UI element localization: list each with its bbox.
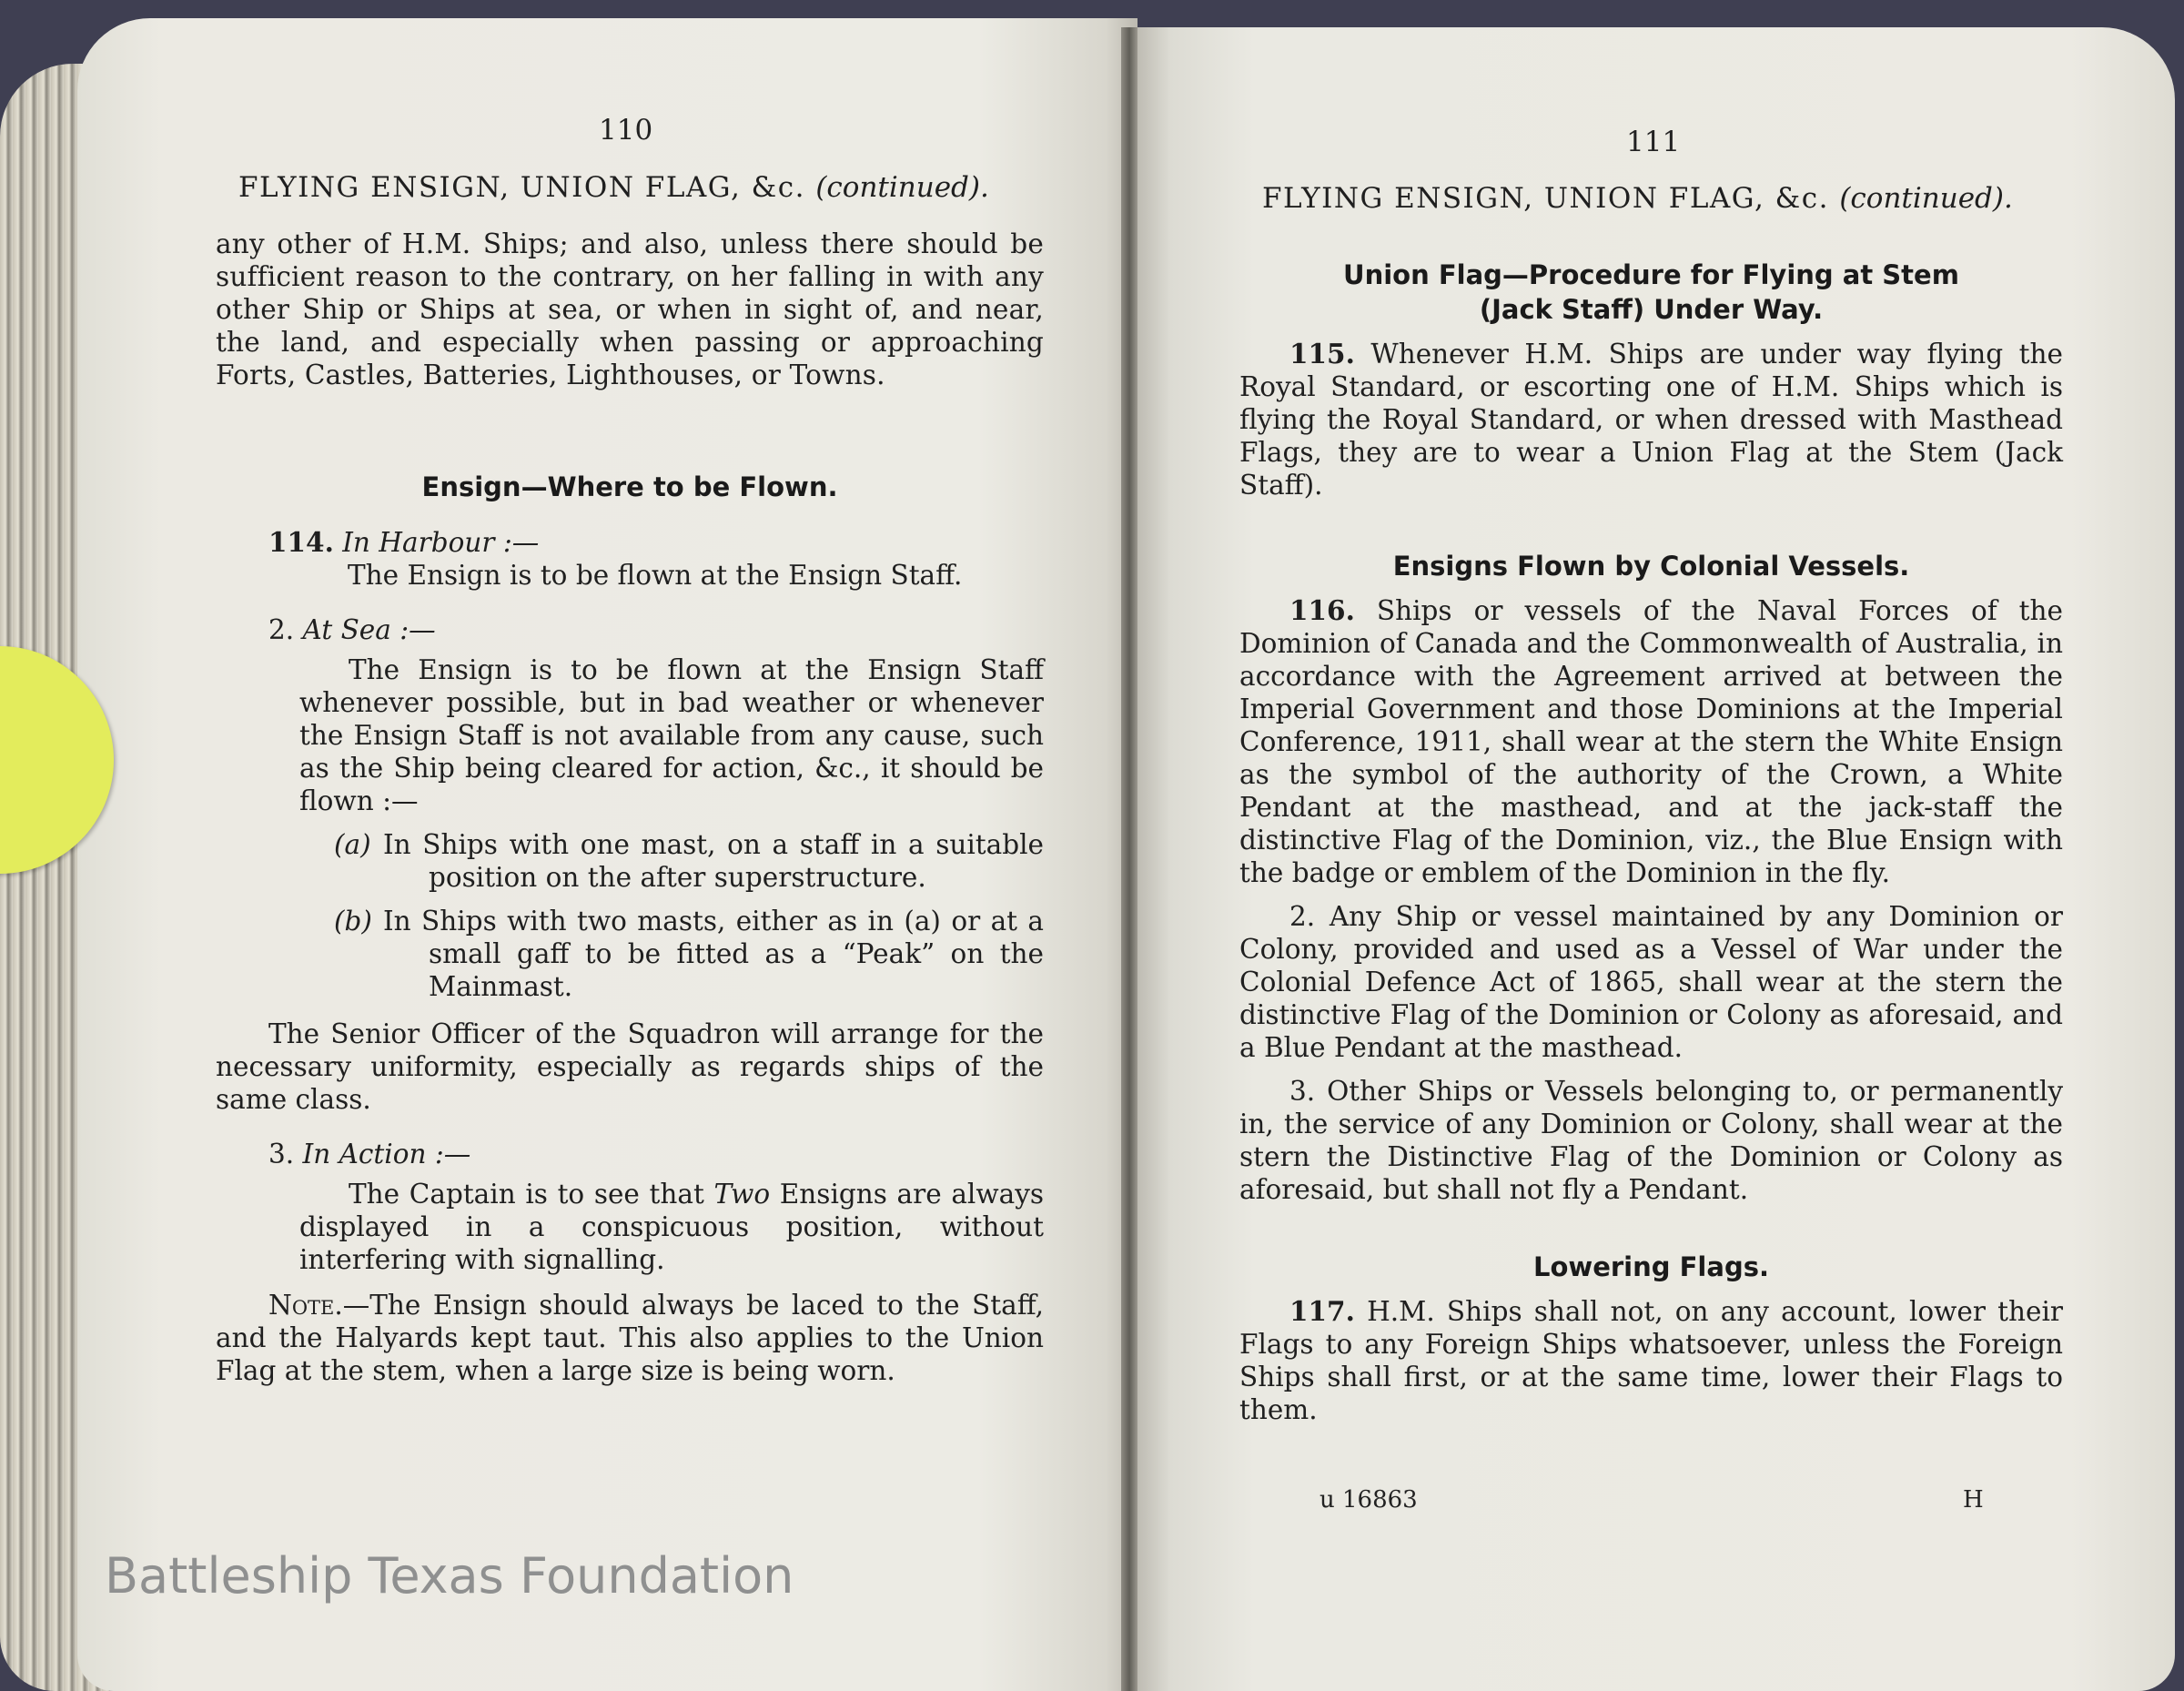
article-117-paragraph xyxy=(1239,1295,2063,1426)
intro-paragraph: any other of H.M. Ships; and also, unless there should be sufficient reason to the contrary, on her falling in with any other Ship or Ships at sea, or when in sight of, and near, the land, and especially when passing or approaching Forts, Castles, Batteries, Lighthouses, or Towns. xyxy=(216,228,1044,390)
left-running-head-title: FLYING ENSIGN, UNION FLAG, &c. xyxy=(238,171,805,204)
section-heading-union-flag-line1: Union Flag—Procedure for Flying at Stem xyxy=(1343,259,1959,290)
senior-officer-paragraph: The Senior Officer of the Squadron will arrange for the necessary uniformity, especially as regards ships of the same class. xyxy=(216,1018,1044,1115)
article-116-3-paragraph: 3. Other Ships or Vessels belonging to, or permanently in, the service of any Dominion or Colony, shall wear at the stern the Distinctive Flag of the Dominion or Colony as aforesaid, but shall not fly a Pendant. xyxy=(1239,1076,2063,1205)
article-114-3-text-end: Ensigns are always displayed in a conspicuous position, without interfering with signalling. xyxy=(299,1179,1045,1275)
article-117-text: H.M. Ships shall not, on any account, lower their Flags to any Foreign Ships whatsoever, unless the Foreign Ships shall first, or at the same time, lower their Flags to them. xyxy=(1239,1296,2063,1425)
article-115-text: Whenever H.M. Ships are under way flying the Royal Standard, or escorting one of H.M. Ships which is flying the Royal Standard, or when dressed with Masthead Flags, they are to wear a Union Flag at the Stem (Jack Staff). xyxy=(1239,339,2063,501)
article-115-paragraph xyxy=(1239,338,2063,501)
note-paragraph xyxy=(216,1289,1044,1387)
article-114-3-text xyxy=(216,1178,1044,1276)
item-b-text: In Ships with two masts, either as in (a) or at a small gaff to be fitted as a “Peak” on the Mainmast. xyxy=(383,906,1044,1002)
signature-mark: H xyxy=(1963,1486,1984,1514)
item-a xyxy=(216,828,1044,894)
item-b-label: (b) xyxy=(334,906,372,937)
article-114-2-number: 2. xyxy=(268,614,295,645)
right-page-body xyxy=(1239,258,2063,1426)
article-116-paragraph xyxy=(1239,594,2063,889)
left-running-head-continued: (continued). xyxy=(815,171,989,204)
article-116-2-paragraph: 2. Any Ship or vessel maintained by any Dominion or Colony, provided and used as a Vessel of War under the Colonial Defence Act of 1865, shall wear at the stern the distinctive Flag of the Dominion or Colony as aforesaid, and a Blue Pendant at the masthead. xyxy=(1239,901,2063,1063)
note-text: —The Ensign should always be laced to the Staff, and the Halyards kept taut. This also applies to the Union Flag at the stem, when a large size is being worn. xyxy=(216,1290,1044,1386)
article-114-3-number: 3. xyxy=(268,1139,295,1170)
section-heading-union-flag-line2: (Jack Staff) Under Way. xyxy=(1479,294,1824,325)
section-heading-colonial: Ensigns Flown by Colonial Vessels. xyxy=(1392,551,1910,582)
article-114-3-text-emphasis: Two xyxy=(713,1179,771,1210)
article-114-2-heading xyxy=(216,613,1044,646)
article-114-heading xyxy=(216,526,1044,559)
item-b xyxy=(216,905,1044,1003)
book-gutter xyxy=(1121,27,1138,1691)
left-running-head xyxy=(238,171,989,204)
article-115-number: 115. xyxy=(1289,338,1355,370)
article-116-text: Ships or vessels of the Naval Forces of the Dominion of Canada and the Commonwealth of Australia, in accordance with the Agreement arrived at between the Imperial Government and those Dominions at the Imperial Conference, 1911, shall wear at the stern the White Ensign as the symbol of the authority of the Crown, a White Pendant at the masthead, and at the jack-staff the distinctive Flag of the Dominion, viz., the Blue Ensign with the badge or emblem of the Dominion in the fly. xyxy=(1239,595,2063,888)
article-117-number: 117. xyxy=(1289,1295,1355,1327)
right-running-head-title: FLYING ENSIGN, UNION FLAG, &c. xyxy=(1262,182,1829,215)
item-a-label: (a) xyxy=(334,829,371,860)
left-page-number: 110 xyxy=(599,114,653,147)
article-114-3-heading xyxy=(216,1138,1044,1170)
right-page-number: 111 xyxy=(1626,126,1681,158)
article-114-3-title: In Action :— xyxy=(302,1139,471,1170)
section-heading-ensign: Ensign—Where to be Flown. xyxy=(421,471,838,502)
article-114-2-title: At Sea :— xyxy=(302,614,436,645)
section-heading-lowering: Lowering Flags. xyxy=(1533,1251,1769,1282)
left-page-body xyxy=(216,228,1044,1387)
article-114-title: In Harbour :— xyxy=(342,527,540,558)
note-label: Note. xyxy=(268,1290,343,1321)
article-114-number: 114. xyxy=(268,526,334,558)
article-114-text: The Ensign is to be flown at the Ensign Staff. xyxy=(348,560,963,591)
article-114-3-text-start: The Captain is to see that xyxy=(349,1179,714,1210)
article-116-number: 116. xyxy=(1289,594,1355,626)
item-a-text: In Ships with one mast, on a staff in a suitable position on the after superstructure. xyxy=(383,829,1044,893)
printer-signature: u 16863 xyxy=(1320,1486,1418,1514)
right-running-head xyxy=(1262,182,2013,215)
right-running-head-continued: (continued). xyxy=(1839,182,2013,215)
section-heading-union-flag xyxy=(1239,258,2063,327)
watermark: Battleship Texas Foundation xyxy=(105,1547,794,1605)
article-114-2-text: The Ensign is to be flown at the Ensign Staff whenever possible, but in bad weather or whenever the Ensign Staff is not available from any cause, such as the Ship being cleared for action, &c., it should be flown :— xyxy=(299,654,1044,816)
